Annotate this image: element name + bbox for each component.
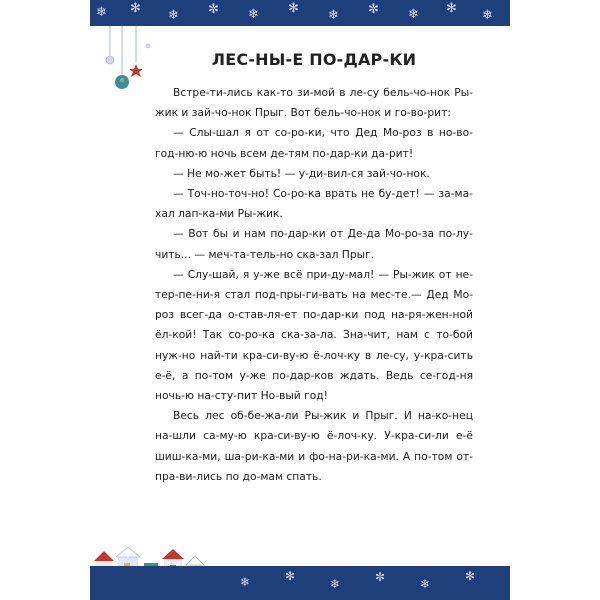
snowflake-icon: ❄ [420, 577, 431, 591]
snowflake-icon: ✻ [285, 569, 296, 583]
story-paragraph: Встре-ти-лись как-то зи-мой в ле-су бель-чо-нок Ры-жик и зай-чо-нок Прыг. Вот бель-чо-нок и го-во-рит: [155, 86, 473, 120]
hanging-ornaments-icon [100, 26, 160, 96]
snowflake-border-bottom [90, 566, 510, 600]
story-paragraph: — Точ-но-точ-но! Со-ро-ка врать не бу-дет! — за-ма-хал лап-ка-ми Ры-жик. [155, 187, 473, 221]
snowflake-icon: ✻ [288, 1, 299, 16]
story-paragraph: Весь лес об-бе-жа-ли Ры-жик и Прыг. И на-ко-нец на-шли са-му-ю кра-си-ву-ю ё-лоч-ку. У-кра-си-ли е-ё шиш-ка-ми, ша-ри-ка-ми и фо-на-ри-ка-ми. А по-том от-пра-ви-лись по до-мам спать. [155, 409, 473, 483]
snowflake-icon: ✻ [465, 569, 476, 583]
snowflake-icon: ✼ [368, 2, 379, 17]
story-title: ЛЕС-НЫ-Е ПО-ДАР-КИ [211, 50, 417, 69]
snowflake-icon: ❄ [168, 8, 179, 23]
snowflake-border-top [90, 0, 510, 26]
story-paragraph: — Вот бы и нам по-дар-ки от Де-да Мо-ро-за по-лу-чить... — меч-та-тель-но ска-зал Прыг. [155, 227, 473, 261]
snowflake-icon: ❄ [240, 575, 251, 589]
snowflake-icon: ✻ [446, 1, 457, 16]
snowflake-icon: ❄ [408, 7, 419, 22]
snowflake-icon: ❄ [328, 8, 339, 23]
snowflake-icon: ✻ [130, 1, 141, 16]
snowflake-icon: ✼ [375, 570, 386, 584]
snowflake-icon: ❄ [482, 8, 493, 23]
story-paragraph: — Слу-шай, я у-же всё при-ду-мал! — Ры-жик от не-тер-пе-ни-я стал под-пры-ги-вать на мес-те.— Дед Мо-роз всег-да о-став-ля-ет по-дар-ки под на-ря-жен-ной ёл-кой! Так со-ро-ка ска-за-ла. Зна-чит, нам с то-бой нуж-но най-ти кра-си-ву-ю ё-лоч-ку в ле-су, у-кра-сить е-ё, а по-том у-же по-дар-ков ждать. Ведь се-год-ня ночь-ю на-сту-пит Но-вый год! [155, 267, 473, 403]
story-paragraph: — Слы-шал я от со-ро-ки, что Дед Мо-роз в но-во-год-ню-ю ночь всем де-тям по-дар-ки да-рит! [155, 126, 473, 160]
story-content [155, 50, 473, 487]
snowflake-icon: ❄ [248, 7, 259, 22]
snowflake-icon: ❄ [330, 577, 341, 591]
snowflake-icon: ✼ [208, 2, 219, 17]
story-paragraph: — Не мо-жет быть! — у-ди-вил-ся зай-чо-нок. [173, 166, 430, 180]
snowflake-icon: ❄ [96, 5, 107, 20]
